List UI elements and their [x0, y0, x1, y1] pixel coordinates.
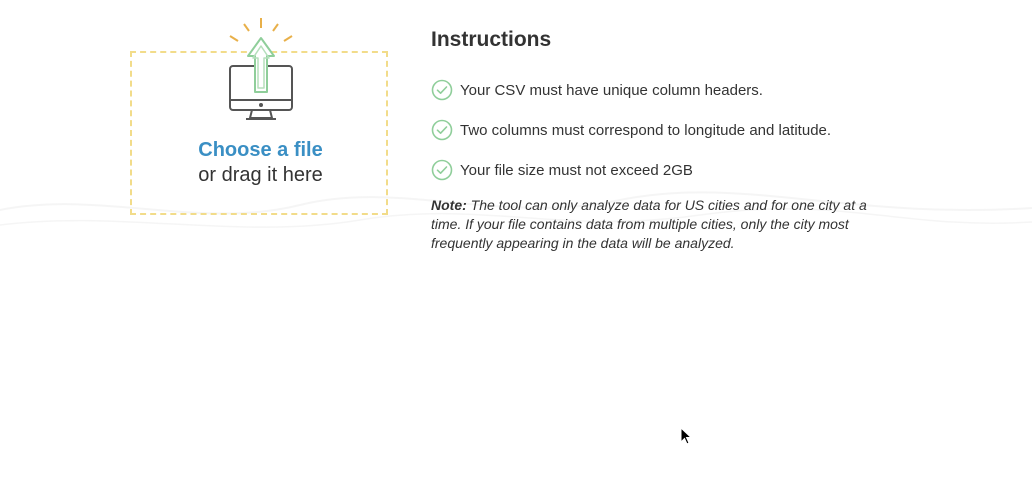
drag-hint: or drag it here	[198, 164, 323, 186]
list-item	[431, 158, 831, 182]
instruction-text: Your file size must not exceed 2GB	[460, 161, 693, 179]
instruction-text: Your CSV must have unique column headers.	[460, 81, 763, 99]
check-circle-icon	[431, 159, 453, 181]
computer-upload-icon	[222, 14, 300, 122]
instruction-text: Two columns must correspond to longitude and latitude.	[460, 121, 832, 139]
list-item	[431, 118, 831, 142]
note-label: Note:	[431, 197, 467, 213]
note-paragraph	[431, 196, 881, 253]
check-circle-icon	[431, 79, 453, 101]
check-circle-icon	[431, 119, 453, 141]
instructions-title: Instructions	[431, 28, 552, 51]
mouse-cursor-icon	[680, 427, 692, 445]
instructions-list	[431, 78, 831, 198]
note-text: The tool can only analyze data for US cities and for one city at a time. If your file contains data from multiple cities, only the city most frequently appearing in the data will be analyzed.	[431, 197, 867, 251]
choose-file-link[interactable]: Choose a file	[198, 139, 323, 161]
list-item	[431, 78, 831, 102]
